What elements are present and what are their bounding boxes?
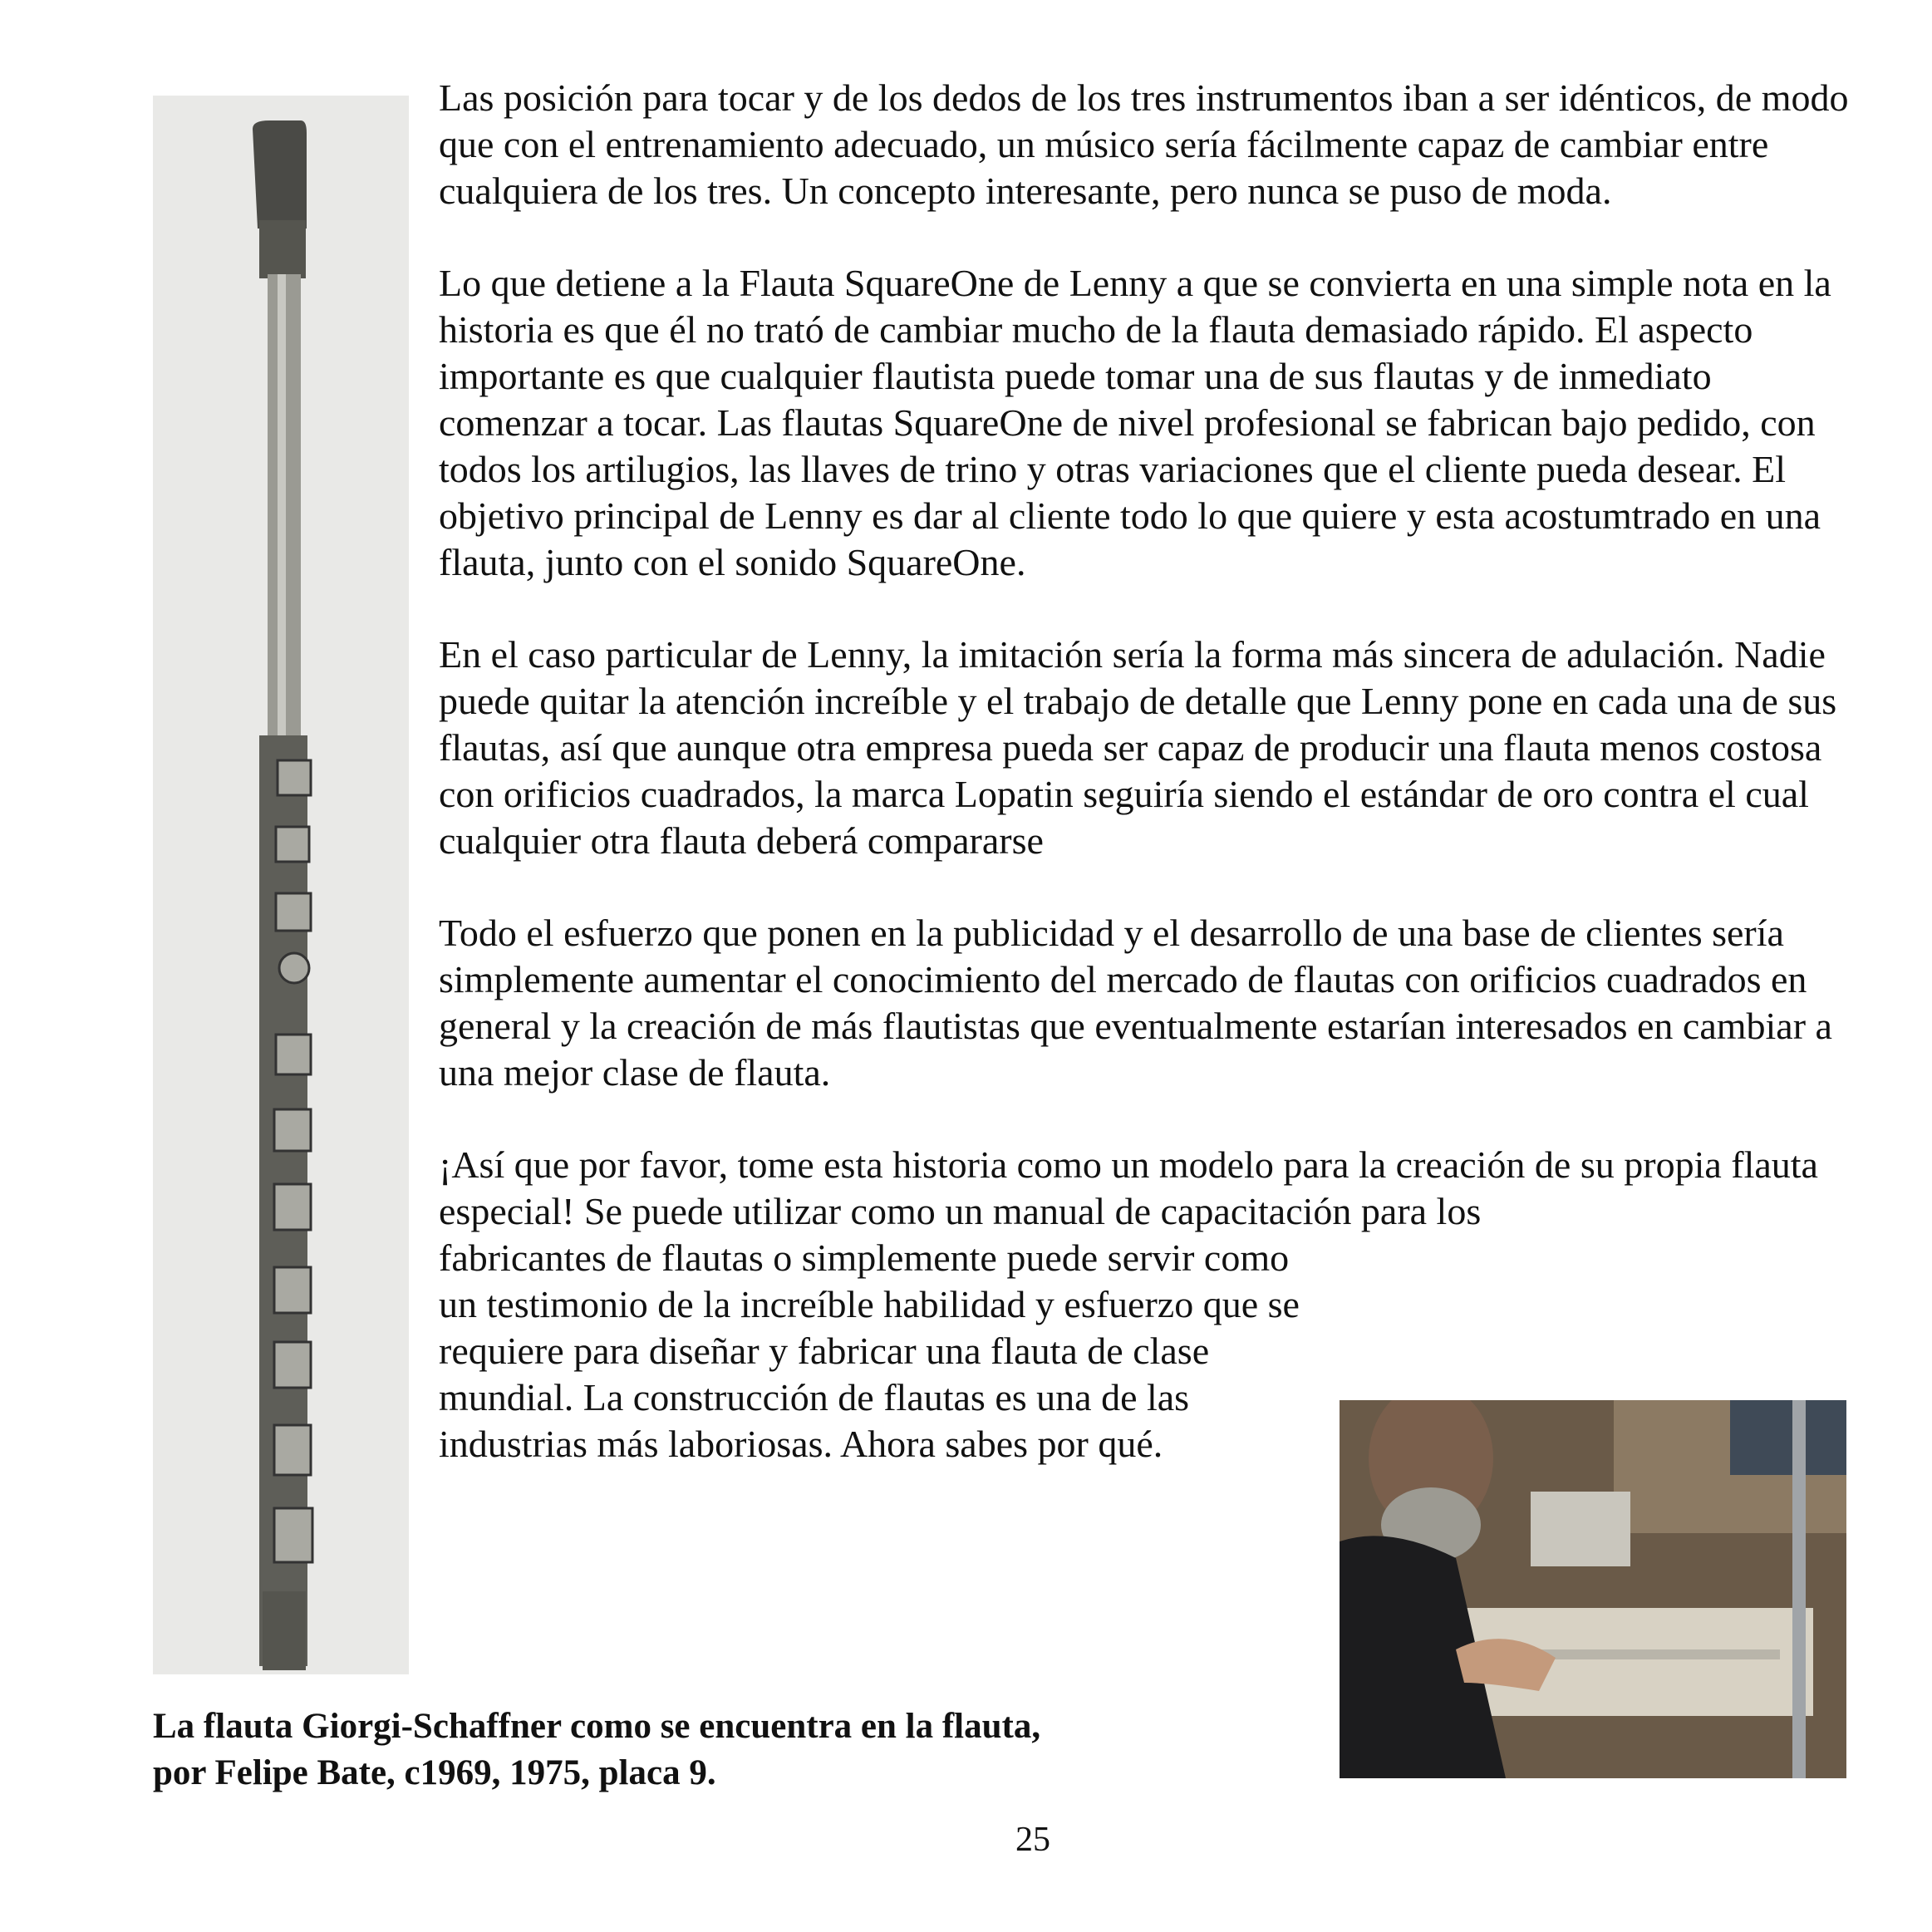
page-number-value: 25: [1015, 1821, 1050, 1859]
caption-line-2: por Felipe Bate, c1969, 1975, placa 9.: [153, 1753, 716, 1792]
body-text: [439, 75, 1851, 1467]
paragraph-2: Lo que detiene a la Flauta SquareOne de Lenny a que se convierta en una simple nota en la historia es que él no trató de cambiar mucho de la flauta demasiado rápido. El aspecto importante es que cualquier flautista puede tomar una de sus flautas y de inmediato comenzar a tocar. Las flautas SquareOne de nivel profesional se fabrican bajo pedido, con todos los artilugios, las llaves de trino y otras variaciones que el cliente pueda desear. El objetivo principal de Lenny es dar al cliente todo lo que quiere y esta acostumtrado en una flauta, junto con el sonido SquareOne.: [439, 262, 1831, 583]
workshop-photo: [1340, 1400, 1846, 1778]
figure-caption: [153, 1703, 1316, 1797]
caption-line-1: La flauta Giorgi-Schaffner como se encuentra en la flauta,: [153, 1707, 1041, 1746]
paragraph-1: Las posición para tocar y de los dedos de los tres instrumentos iban a ser idénticos, de modo que con el entrenamiento adecuado, un músico sería fácilmente capaz de cambiar entre cualquiera de los tres. Un concepto interesante, pero nunca se puso de moda.: [439, 76, 1849, 212]
paragraph-5: [439, 1142, 1818, 1467]
flute-photo: [153, 96, 409, 1674]
paragraph-4: Todo el esfuerzo que ponen en la publicidad y el desarrollo de una base de clientes sería simplemente aumentar el conocimiento del mercado de flautas con orificios cuadrados en general y la creación de más flautistas que eventualmente estarían interesados en cambiar a una mejor clase de flauta.: [439, 912, 1832, 1094]
paragraph-5-rest: fabricantes de flautas o simplemente puede servir como un testimonio de la increíble habilidad y esfuerzo que se requiere para diseñar y fabricar una flauta de clase mundial. La construcción de flautas es una de las industrias más laboriosas. Ahora sabes por qué.: [439, 1236, 1300, 1465]
paragraph-5-lead: ¡Así que por favor, tome esta historia como un modelo para la creación de su propia flauta especial! Se puede utilizar como un manual de capacitación para los: [439, 1143, 1818, 1232]
paragraph-3: En el caso particular de Lenny, la imitación sería la forma más sincera de adulación. Nadie puede quitar la atención increíble y el trabajo de detalle que Lenny pone en cada una de sus flautas, así que aunque otra empresa pueda ser capaz de producir una flauta menos costosa con orificios cuadrados, la marca Lopatin seguiría siendo el estándar de oro contra el cual cualquier otra flauta deberá compararse: [439, 633, 1837, 862]
